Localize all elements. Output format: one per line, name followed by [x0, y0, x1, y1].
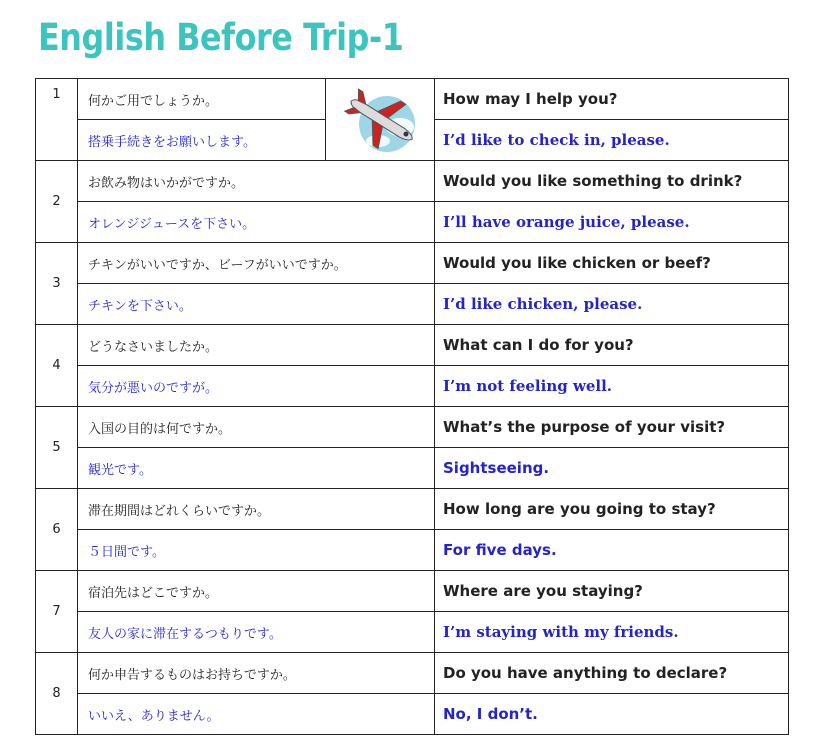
english-answer: No, I don’t.: [435, 694, 789, 735]
table-row: [36, 366, 789, 407]
japanese-question: どうなさいましたか。: [78, 325, 435, 366]
english-answer: I’d like chicken, please.: [435, 284, 789, 325]
table-row: [36, 448, 789, 489]
japanese-answer: 観光です。: [78, 448, 435, 489]
table-row: [36, 530, 789, 571]
row-number: 2: [36, 161, 78, 243]
english-answer: I’ll have orange juice, please.: [435, 202, 789, 243]
table-row: [36, 243, 789, 284]
english-answer: I’m not feeling well.: [435, 366, 789, 407]
english-answer: I’m staying with my friends.: [435, 612, 789, 653]
japanese-question: チキンがいいですか、ビーフがいいですか。: [78, 243, 435, 284]
japanese-answer: 搭乗手続きをお願いします。: [78, 120, 326, 161]
phrase-table: [35, 78, 789, 735]
english-question: Where are you staying?: [435, 571, 789, 612]
table-row: [36, 161, 789, 202]
table-row: [36, 571, 789, 612]
row-number: 1: [36, 79, 78, 161]
japanese-question: 入国の目的は何ですか。: [78, 407, 435, 448]
table-row: [36, 407, 789, 448]
japanese-question: 何か申告するものはお持ちですか。: [78, 653, 435, 694]
english-question: What’s the purpose of your visit?: [435, 407, 789, 448]
page-title: English Before Trip-1: [38, 16, 404, 59]
japanese-answer: オレンジジュースを下さい。: [78, 202, 435, 243]
table-row: [36, 694, 789, 735]
row-number: 6: [36, 489, 78, 571]
english-question: How long are you going to stay?: [435, 489, 789, 530]
english-question: How may I help you?: [435, 79, 789, 120]
japanese-answer: チキンを下さい。: [78, 284, 435, 325]
table-row: [36, 489, 789, 530]
row-number: 4: [36, 325, 78, 407]
row-number: 3: [36, 243, 78, 325]
english-question: Would you like something to drink?: [435, 161, 789, 202]
row-number: 5: [36, 407, 78, 489]
english-answer: For five days.: [435, 530, 789, 571]
japanese-question: お飲み物はいかがですか。: [78, 161, 435, 202]
japanese-answer: 気分が悪いのですが。: [78, 366, 435, 407]
english-question: What can I do for you?: [435, 325, 789, 366]
table-row: [36, 612, 789, 653]
japanese-question: 何かご用でしょうか。: [78, 79, 326, 120]
table-row: [36, 202, 789, 243]
english-answer: I’d like to check in, please.: [435, 120, 789, 161]
table-row: [36, 325, 789, 366]
english-question: Would you like chicken or beef?: [435, 243, 789, 284]
airplane-illustration: [326, 79, 435, 161]
english-question: Do you have anything to declare?: [435, 653, 789, 694]
row-number: 7: [36, 571, 78, 653]
airplane-icon: [338, 81, 422, 155]
japanese-answer: いいえ、ありません。: [78, 694, 435, 735]
row-number: 8: [36, 653, 78, 735]
table-row: [36, 79, 789, 120]
table-row: [36, 284, 789, 325]
japanese-question: 滞在期間はどれくらいですか。: [78, 489, 435, 530]
japanese-question: 宿泊先はどこですか。: [78, 571, 435, 612]
english-answer: Sightseeing.: [435, 448, 789, 489]
table-row: [36, 653, 789, 694]
japanese-answer: ５日間です。: [78, 530, 435, 571]
japanese-answer: 友人の家に滞在するつもりです。: [78, 612, 435, 653]
